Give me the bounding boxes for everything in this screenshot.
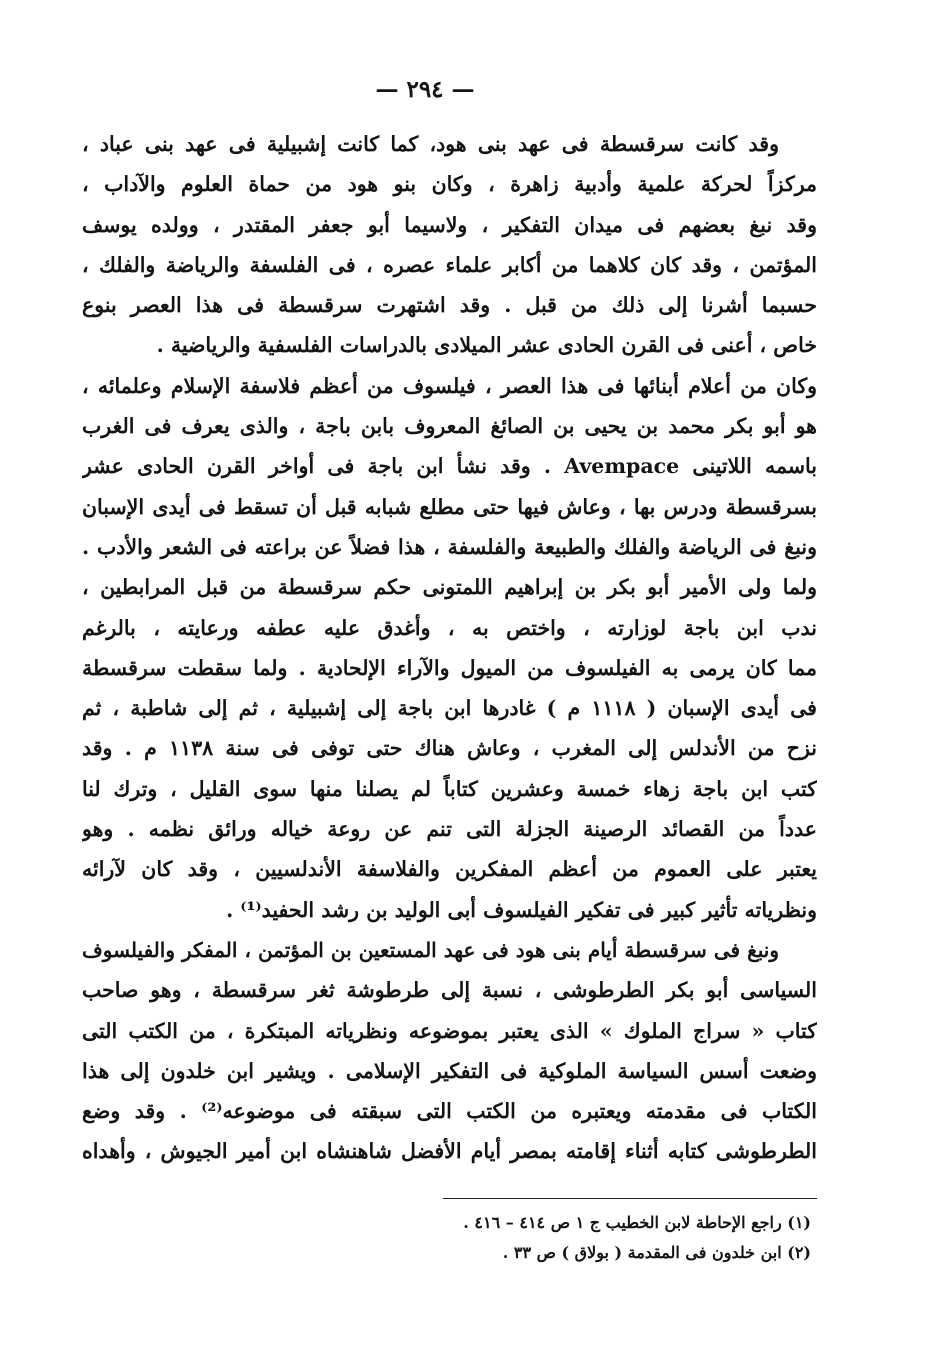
text-line: بسرقسطة ودرس بها ، وعاش فيها حتى مطلع شبابه قبل أن تسقط فى أيدى الإسبان (82, 494, 817, 519)
text-line: ونبغ فى الرياضة والفلك والطبيعة والفلسفة ، هذا فضلاً عن براعته فى الشعر والأدب . (82, 534, 817, 559)
footnote-divider (443, 1198, 817, 1199)
text-line: الكتاب فى مقدمته ويعتبره من الكتب التى سبقته فى موضوعه⁽²⁾ . وقد وضع (82, 1099, 817, 1124)
text-line: خاص ، أعنى فى القرن الحادى عشر الميلادى بالدراسات الفلسفية والرياضية . (156, 333, 817, 358)
text-line: يعتبر على العموم من أعظم المفكرين والفلاسفة الأندلسيين ، وقد كان لآرائه (82, 857, 817, 882)
text-line: ونظرياته تأثير كبير فى تفكير الفيلسوف أبى الوليد بن رشد الحفيد⁽¹⁾ . (226, 897, 817, 922)
text-line: مركزاً لحركة علمية وأدبية زاهرة ، وكان بنو هود من حماة العلوم والآداب ، (82, 172, 817, 197)
footnotes (82, 1208, 817, 1268)
text-line: وقد كانت سرقسطة فى عهد بنى هود، كما كانت إشبيلية فى عهد بنى عباد ، (82, 132, 779, 156)
text-line: كتب ابن باجة زهاء خمسة وعشرين كتاباً لم يصلنا منها سوى القليل ، وترك لنا (82, 776, 817, 801)
text-line: ندب ابن باجة لوزارته ، واختص به ، وأغدق عليه عطفه ورعايته ، بالرغم (82, 615, 817, 640)
text-line: فى أيدى الإسبان ( ١١١٨ م ) غادرها ابن باجة إلى إشبيلية ، ثم إلى شاطبة ، ثم (82, 696, 817, 721)
text-line: حسبما أشرنا إلى ذلك من قبل . وقد اشتهرت سرقسطة فى هذا العصر بنوع (82, 293, 817, 318)
body-text (82, 124, 817, 1172)
footnote: (١) راجع الإحاطة لابن الخطيب ج ١ ص ٤١٤ – ٤١٦ . (463, 1213, 811, 1232)
text-line: الطرطوشى كتابه أثناء إقامته بمصر أيام الأفضل شاهنشاه ابن أمير الجيوش ، وأهداه (82, 1139, 817, 1164)
footnote: (٢) ابن خلدون فى المقدمة ( بولاق ) ص ٣٣ . (502, 1243, 811, 1262)
text-line: هو أبو بكر محمد بن يحيى بن الصائغ المعروف بابن باجة ، والذى يعرف فى الغرب (82, 414, 817, 439)
text-line: وضعت أسس السياسة الملوكية فى التفكير الإسلامى . ويشير ابن خلدون إلى هذا (82, 1058, 817, 1083)
page-number: — ٢٩٤ — (375, 76, 475, 103)
text-line: مما كان يرمى به الفيلسوف من الميول والآراء الإلحادية . ولما سقطت سرقسطة (82, 655, 817, 680)
text-line: المؤتمن ، وقد كان كلاهما من أكابر علماء عصره ، فى الفلسفة والرياضة والفلك ، (82, 252, 817, 277)
text-line: ولما ولى الأمير أبو بكر بن إبراهيم اللمتونى حكم سرقسطة من قبل المرابطين ، (82, 575, 817, 600)
text-line: وقد نبغ بعضهم فى ميدان التفكير ، ولاسيما أبو جعفر المقتدر ، وولده يوسف (82, 212, 817, 237)
text-line: ونبغ فى سرقسطة أيام بنى هود فى عهد المستعين بن المؤتمن ، المفكر والفيلسوف (82, 937, 779, 962)
text-line: كتاب « سراج الملوك » الذى يعتبر بموضوعه ونظرياته المبتكرة ، من الكتب التى (82, 1018, 817, 1043)
text-line: وكان من أعلام أبنائها فى هذا العصر ، فيلسوف من أعظم فلاسفة الإسلام وعلمائه ، (82, 373, 817, 398)
text-line: باسمه اللاتينى Avempace . وقد نشأ ابن باجة فى أواخر القرن الحادى عشر (82, 454, 817, 479)
text-line: نزح من الأندلس إلى المغرب ، وعاش هناك حتى توفى فى سنة ١١٣٨ م . وقد (82, 736, 817, 761)
text-line: السياسى أبو بكر الطرطوشى ، نسبة إلى طرطوشة ثغر سرقسطة ، وهو صاحب (82, 978, 817, 1003)
text-line: عدداً من القصائد الرصينة الجزلة التى تنم عن روعة خياله ورائق نظمه . وهو (82, 817, 817, 842)
